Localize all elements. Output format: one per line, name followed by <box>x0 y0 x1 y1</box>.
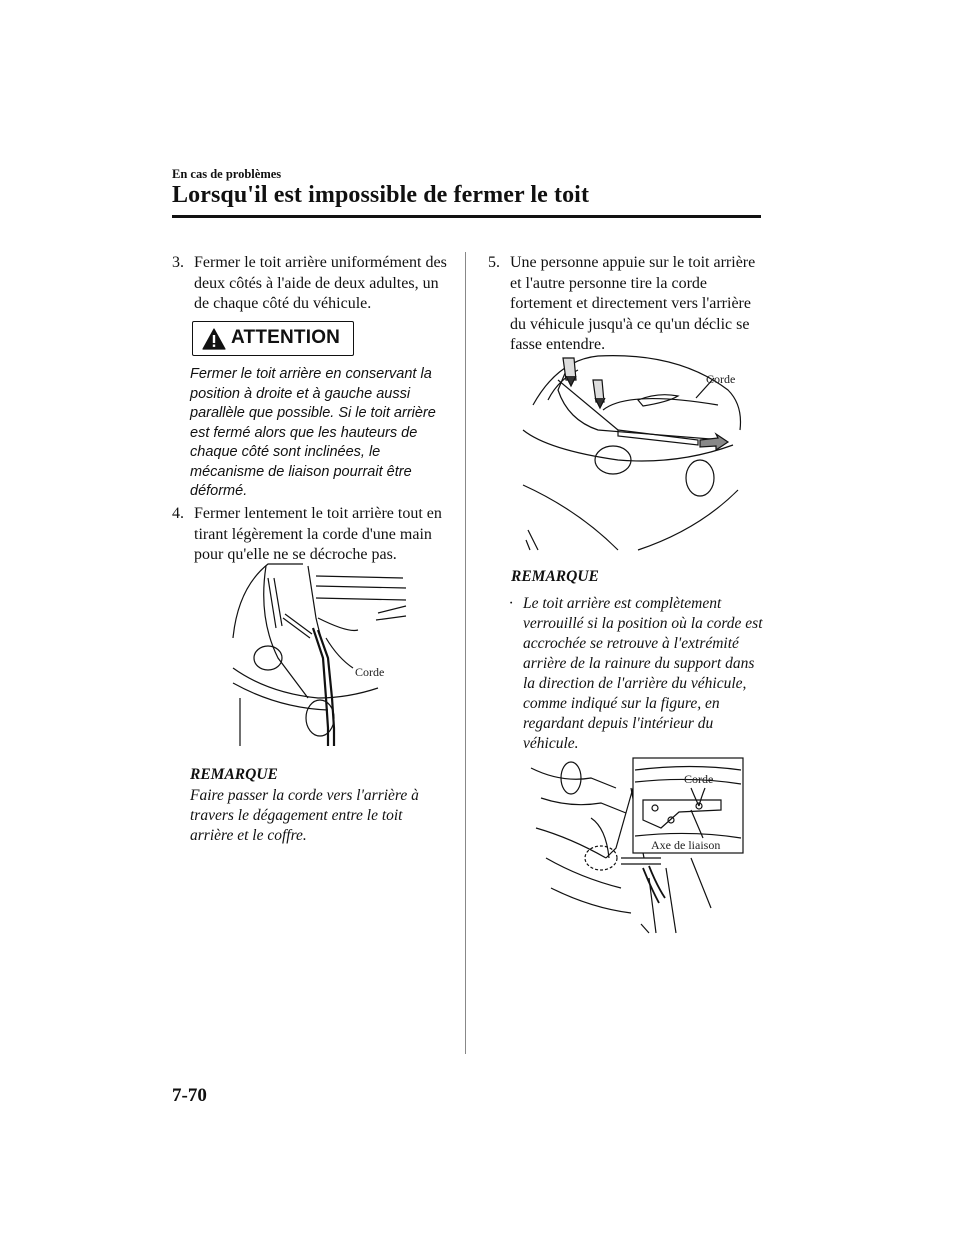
page-title: Lorsqu'il est impossible de fermer le toit <box>172 182 590 208</box>
note-text-right: Le toit arrière est complètement verrouillé si la position où la corde est accrochée se retrouve à l'extrémité arrière de la rainure du support dans la direction de l'arrière du véhicule, comme indiqué sur la figure, en regardant depuis l'intérieur du véhicule. <box>523 595 763 752</box>
attention-label: ATTENTION <box>231 327 341 348</box>
step-4-text: Fermer lentement le toit arrière tout en tirant légèrement la corde d'une main pour qu'elle ne se décroche pas. <box>194 505 442 563</box>
step-5 <box>488 253 764 356</box>
figure-rear-roof-closing <box>228 558 413 750</box>
step-5-number: 5. <box>488 254 500 271</box>
column-divider <box>465 252 466 1054</box>
step-3 <box>172 253 448 315</box>
attention-text: Fermer le toit arrière en conservant la position à droite et à gauche aussi parallèle que possible. Si le toit arrière est fermé alors que les hauteurs de chaque côté sont inclinées, le mécanisme de liaison pourrait être déformé. <box>190 366 436 499</box>
figure2-label-corde: Corde <box>706 372 736 386</box>
step-4 <box>172 504 448 566</box>
step-3-text: Fermer le toit arrière uniformément des deux côtés à l'aide de deux adultes, un de chaque côté du véhicule. <box>194 254 447 312</box>
title-rule <box>172 215 761 218</box>
note-heading-right: REMARQUE <box>511 568 599 585</box>
warning-triangle-icon <box>202 328 226 350</box>
figure3-label-axe: Axe de liaison <box>651 838 721 852</box>
figure3-label-corde: Corde <box>684 772 714 786</box>
section-label: En cas de problèmes <box>172 167 282 181</box>
step-3-number: 3. <box>172 254 184 271</box>
note-bullet: · <box>509 595 513 612</box>
step-4-number: 4. <box>172 505 184 522</box>
step-5-text: Une personne appuie sur le toit arrière et l'autre personne tire la corde fortement et directement vers l'arrière du véhicule jusqu'à ce qu'un déclic se fasse entendre. <box>510 254 756 353</box>
page-number: 7-70 <box>172 1085 207 1106</box>
figure1-label-corde: Corde <box>355 665 385 679</box>
note-heading-left: REMARQUE <box>190 766 278 783</box>
note-text-left: Faire passer la corde vers l'arrière à travers le dégagement entre le toit arrière et le coffre. <box>190 787 419 844</box>
attention-box <box>192 321 354 356</box>
